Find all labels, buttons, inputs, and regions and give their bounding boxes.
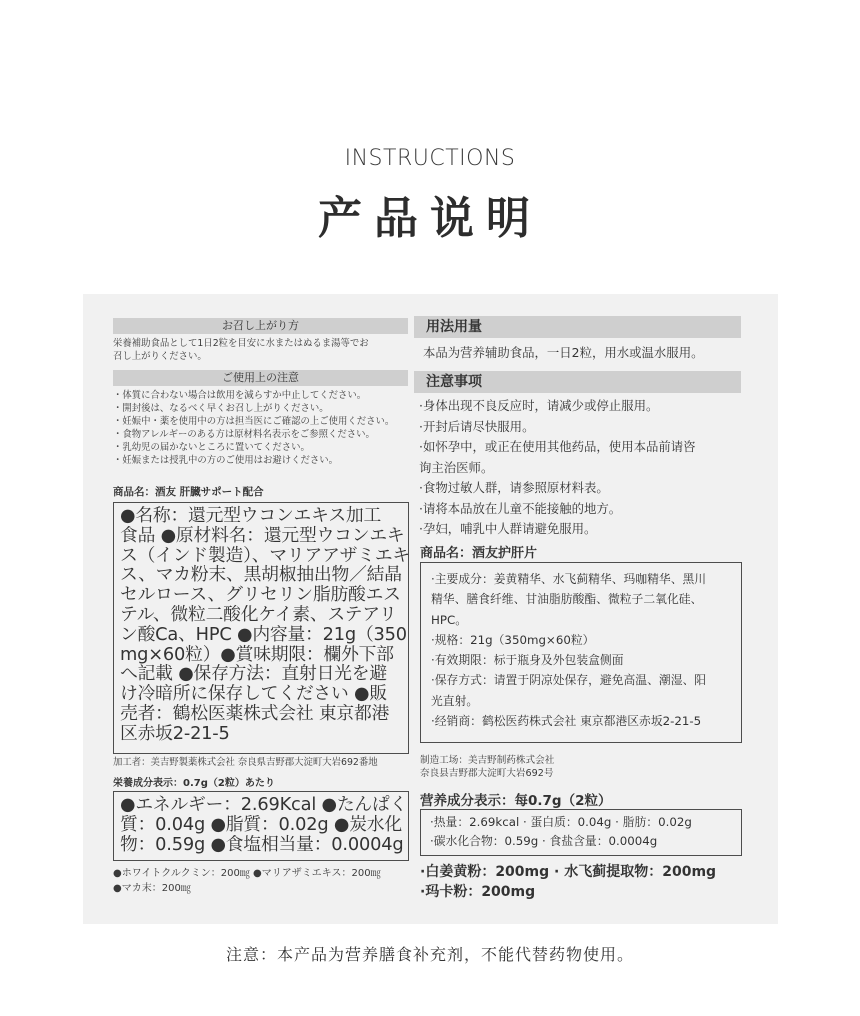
- cn-caution-item: ·开封后请尽快服用。: [419, 418, 535, 434]
- jp-nutrition-line: ●エネルギー：2.69Kcal ●たんぱく: [120, 794, 408, 815]
- cn-nutrition-line: ·碳水化合物：0.59g · 食盐含量：0.0004g: [430, 834, 658, 848]
- jp-product-info-line: 売者：鶴松医薬株式会社 東京都港: [120, 702, 390, 724]
- jp-caution-item: ・体質に合わない場合は飲用を減らすか中止してください。: [113, 390, 367, 401]
- jp-product-info-line: ス（インド製造）、マリアアザミエキ: [120, 544, 410, 566]
- cn-product-info-line: ·有效期限：标于瓶身及外包装盒侧面: [431, 653, 624, 668]
- jp-product-name: 商品名：酒友 肝臓サポート配合: [113, 486, 264, 498]
- jp-processor: 加工者：美吉野製薬株式会社 奈良県吉野郡大淀町大岩692番地: [113, 757, 378, 768]
- cn-caution-item: ·请将本品放在儿童不能接触的地方。: [419, 500, 622, 516]
- cn-nutrition-line: ·热量：2.69kcal · 蛋白质：0.04g · 脂肪：0.02g: [430, 815, 692, 829]
- cn-manufacturer-line: 制造工场：美吉野制药株式会社: [420, 755, 555, 766]
- jp-product-info-line: ●名称：還元型ウコンエキス加工: [120, 505, 382, 526]
- cn-caution-heading: 注意事项: [414, 371, 741, 393]
- jp-product-info-line: 区赤坂2-21-5: [120, 722, 230, 744]
- cn-product-info-box: [420, 562, 742, 743]
- instructions-panel: [83, 294, 778, 924]
- cn-manufacturer-line: 奈良县吉野郡大淀町大岩692号: [420, 768, 554, 779]
- cn-caution-item: ·身体出现不良反应时，请减少或停止服用。: [419, 398, 659, 413]
- jp-product-info-line: mg×60粒）●賞味期限：欄外下部: [120, 643, 394, 665]
- cn-manufacturer: [420, 754, 740, 780]
- jp-nutrition-box: [113, 791, 409, 861]
- cn-caution-item: ·食物过敏人群，请参照原材料表。: [419, 480, 609, 495]
- jp-product-info-box: [113, 502, 409, 754]
- cn-product-info-line: ·保存方式：请置于阴凉处保存，避免高温、潮湿、阳: [431, 673, 707, 688]
- jp-caution-list: [113, 389, 413, 467]
- cn-product-info-line: ·主要成分：姜黄精华、水飞蓟精华、玛咖精华、黑川: [431, 572, 707, 586]
- jp-nutrition-text: [114, 792, 408, 857]
- cn-product-info-line: 光直射。: [431, 693, 479, 708]
- jp-usage-text: [113, 337, 413, 363]
- cn-extras-line: ·玛卡粉：200mg: [420, 884, 536, 900]
- jp-product-info-line: テル、微粒二酸化ケイ素、ステアリ: [120, 603, 397, 625]
- cn-product-info-text: [421, 563, 741, 737]
- jp-usage-line: 召し上がりください。: [113, 351, 207, 362]
- jp-caution-item: ・食物アレルギーのある方は原材料名表示をご参照ください。: [113, 429, 375, 440]
- cn-product-info-line: ·经销商：鹤松医药株式会社 東京都港区赤坂2-21-5: [431, 714, 702, 729]
- jp-product-info-text: [114, 503, 408, 747]
- cn-caution-list: [419, 396, 754, 540]
- cn-product-info-line: HPC。: [431, 612, 468, 627]
- jp-nutrition-label: 栄養成分表示：0.7g（2粒）あたり: [113, 778, 275, 789]
- jp-nutrition-line: 質：0.04g ●脂質：0.02g ●炭水化: [120, 813, 402, 835]
- jp-extras: [113, 866, 423, 896]
- jp-extras-line: ●マカ末：200㎎: [113, 883, 191, 894]
- cn-product-info-line: ·规格：21g（350mg×60粒）: [431, 632, 595, 647]
- jp-usage-heading: お召し上がり方: [113, 318, 408, 334]
- instructions-title: INSTRUCTIONS: [344, 146, 516, 171]
- cn-nutrition-label: 营养成分表示：每0.7g（2粒）: [420, 793, 612, 809]
- jp-nutrition-line: 物：0.59g ●食塩相当量：0.0004g: [120, 833, 404, 855]
- jp-product-info-line: 食品 ●原材料名：還元型ウコンエキ: [120, 524, 405, 546]
- jp-caution-item: ・開封後は、なるべく早くお召し上がりください。: [113, 403, 329, 414]
- jp-extras-line: ●ホワイトクルクミン：200㎎ ●マリアザミエキス：200㎎: [113, 868, 381, 879]
- jp-caution-item: ・妊娠または授乳中の方のご使用はお避けください。: [113, 455, 339, 466]
- jp-caution-item: ・妊娠中・薬を使用中の方は担当医にご確認の上ご使用ください。: [113, 416, 395, 427]
- jp-product-info-line: へ記載 ●保存方法：直射日光を避: [120, 663, 387, 685]
- cn-extras-line: ·白姜黄粉：200mg · 水飞蓟提取物：200mg: [420, 864, 717, 880]
- cn-product-name: 商品名：酒友护肝片: [420, 546, 538, 561]
- cn-extras: [420, 862, 760, 902]
- cn-caution-item: 询主治医师。: [419, 459, 494, 475]
- jp-product-info-line: け冷暗所に保存してください ●販: [120, 683, 387, 705]
- jp-product-info-line: ス、マカ粉末、黒胡椒抽出物／結晶: [120, 564, 402, 586]
- cn-caution-item: ·如怀孕中，或正在使用其他药品，使用本品前请咨: [419, 439, 696, 454]
- cn-usage-text: 本品为营养辅助食品，一日2粒，用水或温水服用。: [423, 345, 704, 360]
- cn-product-info-line: 精华、膳食纤维、甘油脂肪酸酯、微粒子二氧化硅、: [431, 592, 703, 607]
- jp-caution-item: ・乳幼児の届かないところに置いてください。: [113, 442, 310, 453]
- cn-usage-heading: 用法用量: [414, 316, 741, 338]
- cn-caution-item: ·孕妇，哺乳中人群请避免服用。: [419, 521, 597, 536]
- jp-product-info-line: セルロース、グリセリン脂肪酸エス: [120, 584, 401, 606]
- cn-nutrition-text: [421, 810, 741, 854]
- jp-product-info-line: ン酸Ca、HPC ●内容量：21g（350: [120, 623, 407, 645]
- jp-usage-line: 栄養補助食品として1日2粒を目安に水またはぬるま湯等でお: [113, 338, 369, 349]
- cn-nutrition-box: [420, 809, 742, 856]
- product-description-title: 产品说明: [318, 193, 542, 244]
- jp-caution-heading: ご使用上の注意: [113, 370, 408, 386]
- footer-notice: 注意：本产品为营养膳食补充剂，不能代替药物使用。: [225, 945, 634, 964]
